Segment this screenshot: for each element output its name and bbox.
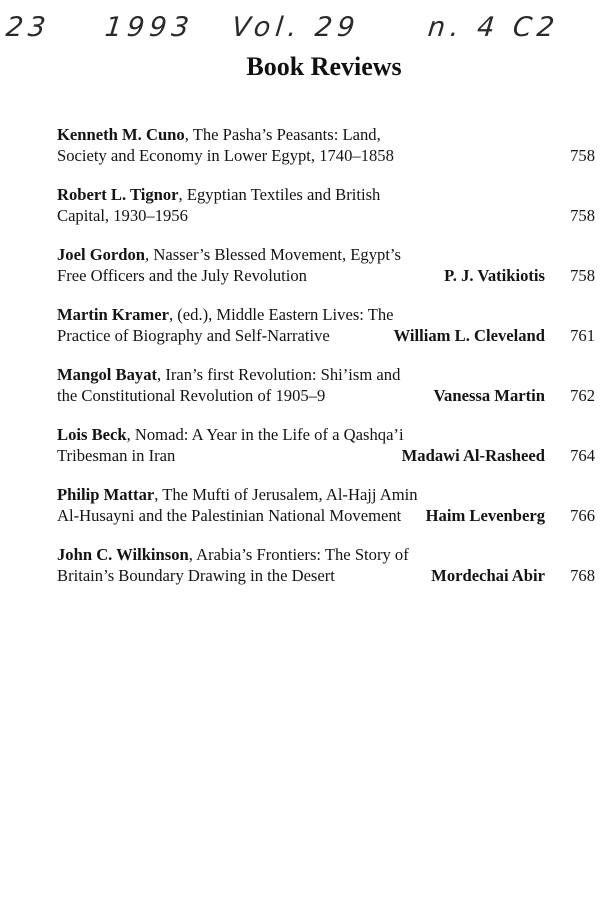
- reviewer-name: Madawi Al-Rasheed: [401, 446, 545, 465]
- review-description: [57, 124, 419, 166]
- book-author: John C. Wilkinson: [57, 545, 189, 564]
- review-entry: [57, 544, 595, 586]
- handwritten-volume: Vol. 29: [230, 12, 362, 43]
- page-number: 766: [570, 506, 595, 525]
- handwritten-annotation: [0, 0, 608, 50]
- review-description: [57, 364, 419, 406]
- review-list: [57, 124, 595, 586]
- reviewer-name: Mordechai Abir: [431, 566, 545, 585]
- review-entry: [57, 484, 595, 526]
- review-entry: [57, 184, 595, 226]
- review-description: [57, 484, 419, 526]
- reviewer-name: Haim Levenberg: [425, 506, 545, 525]
- review-description: [57, 244, 419, 286]
- book-title: , Nomad: A Year in the Life of a Qashqa’i Tribesman in Iran: [57, 425, 404, 465]
- review-entry: [57, 364, 595, 406]
- handwritten-number: 23: [4, 12, 52, 43]
- page-number: 758: [570, 266, 595, 285]
- book-title: , Arabia’s Frontiers: The Story of Britain’s Boundary Drawing in the Desert: [57, 545, 409, 585]
- book-title: , The Mufti of Jerusalem, Al-Hajj Amin Al-Husayni and the Palestinian National Movement: [57, 485, 418, 525]
- book-author: Kenneth M. Cuno: [57, 125, 185, 144]
- book-author: Martin Kramer: [57, 305, 169, 324]
- book-title: , Iran’s first Revolution: Shi’ism and the Constitutional Revolution of 1905–9: [57, 365, 401, 405]
- page-title: Book Reviews: [246, 52, 402, 81]
- book-author: Philip Mattar: [57, 485, 155, 504]
- page-number: 758: [570, 206, 595, 225]
- review-description: [57, 184, 419, 226]
- book-title: , (ed.), Middle Eastern Lives: The Practice of Biography and Self-Narrative: [57, 305, 394, 345]
- reviewer-name: P. J. Vatikiotis: [444, 266, 545, 285]
- page-number: 768: [570, 566, 595, 585]
- review-entry: [57, 424, 595, 466]
- page-number: 761: [570, 326, 595, 345]
- review-description: [57, 304, 419, 346]
- handwritten-issue: n. 4 C2: [426, 12, 561, 43]
- book-author: Lois Beck: [57, 425, 127, 444]
- review-entry: [57, 124, 595, 166]
- book-title: , Nasser’s Blessed Movement, Egypt’s Free Officers and the July Revolution: [57, 245, 401, 285]
- reviewer-name: William L. Cleveland: [393, 326, 545, 345]
- page-number: 758: [570, 146, 595, 165]
- book-title: , The Pasha’s Peasants: Land, Society and Economy in Lower Egypt, 1740–1858: [57, 125, 394, 165]
- book-author: Joel Gordon: [57, 245, 146, 264]
- review-description: [57, 544, 419, 586]
- book-author: Robert L. Tignor: [57, 185, 179, 204]
- book-author: Mangol Bayat: [57, 365, 158, 384]
- page-number: 762: [570, 386, 595, 405]
- review-entry: [57, 304, 595, 346]
- handwritten-year: 1993: [103, 12, 196, 43]
- reviewer-name: Vanessa Martin: [433, 386, 545, 405]
- book-title: , Egyptian Textiles and British Capital, 1930–1956: [57, 185, 381, 225]
- review-description: [57, 424, 419, 466]
- review-entry: [57, 244, 595, 286]
- page-number: 764: [570, 446, 595, 465]
